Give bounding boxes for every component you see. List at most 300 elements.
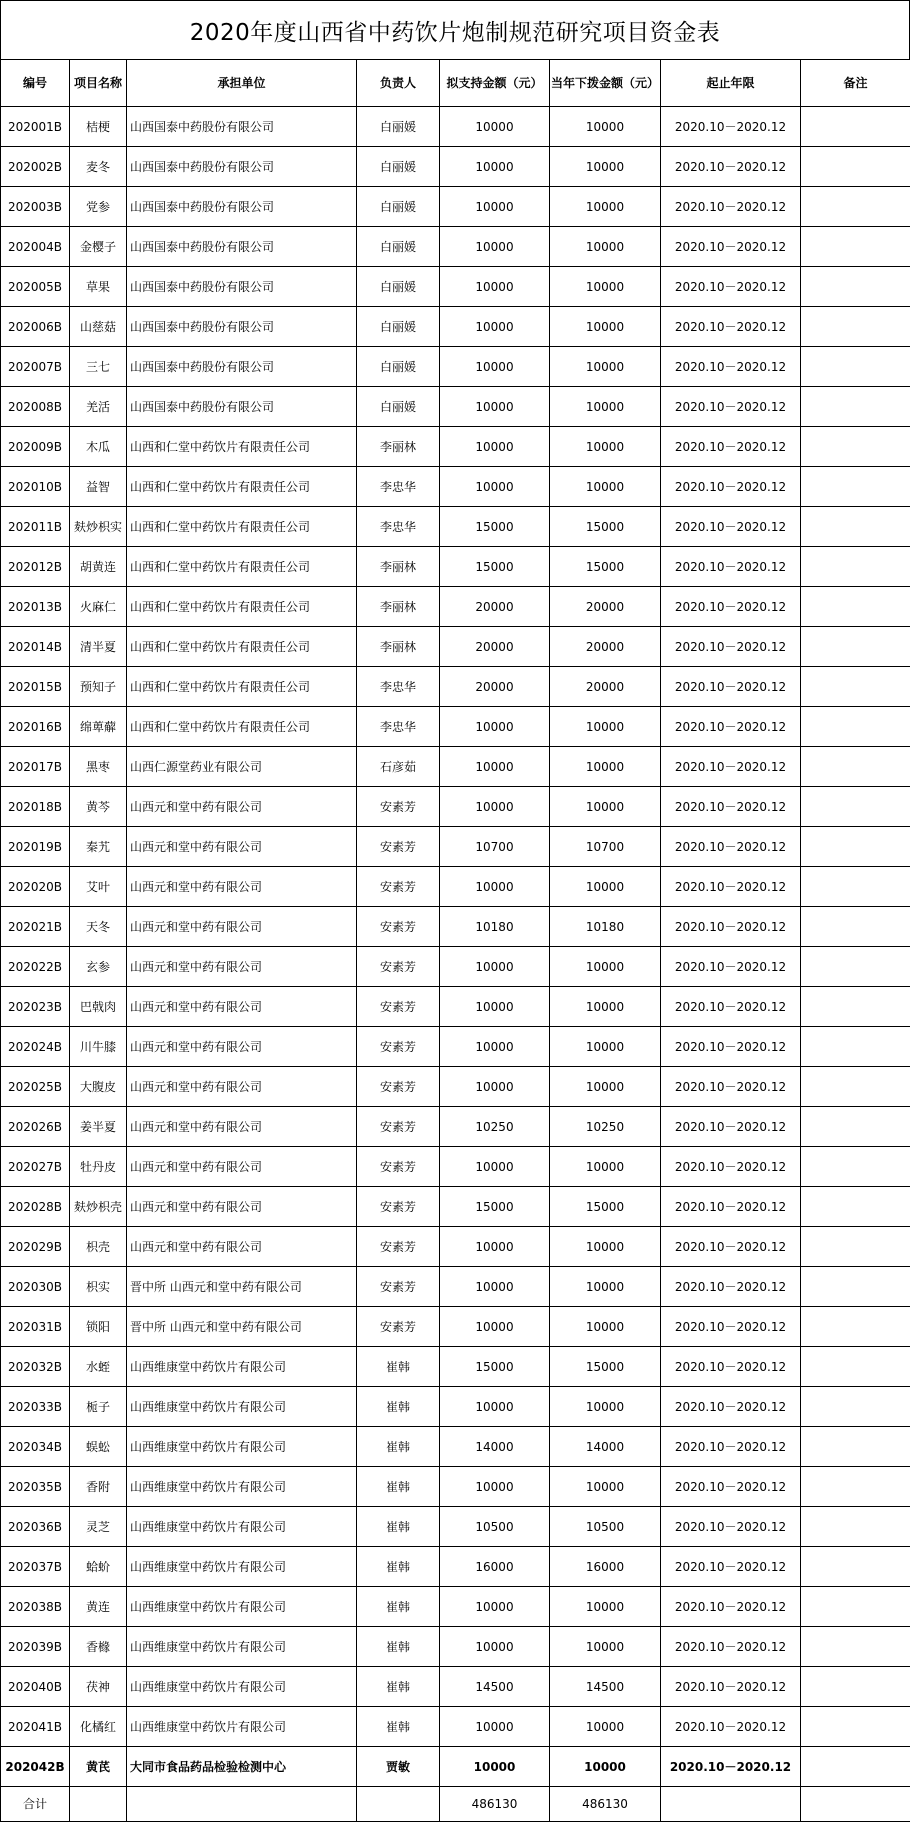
cell-unit: 山西国泰中药股份有限公司 [127,227,357,267]
cell-period: 2020.10－2020.12 [661,747,801,787]
cell-name: 胡黄连 [70,547,127,587]
header-note: 备注 [801,60,910,107]
cell-person: 石彦茹 [357,747,440,787]
cell-id: 202030B [1,1267,70,1307]
cell-allocated: 10500 [550,1507,661,1547]
cell-note [801,507,910,547]
cell-note [801,1307,910,1347]
cell-unit: 山西元和堂中药有限公司 [127,1227,357,1267]
cell-support: 10000 [440,787,550,827]
cell-support: 10000 [440,147,550,187]
cell-unit: 大同市食品药品检验检测中心 [127,1747,357,1787]
cell-id: 202013B [1,587,70,627]
cell-name: 灵芝 [70,1507,127,1547]
cell-id: 202034B [1,1427,70,1467]
cell-unit: 山西和仁堂中药饮片有限责任公司 [127,627,357,667]
cell-note [801,1347,910,1387]
total-person-empty [357,1787,440,1822]
cell-note [801,1387,910,1427]
cell-id: 202002B [1,147,70,187]
cell-name: 化橘红 [70,1707,127,1747]
cell-allocated: 10000 [550,1307,661,1347]
cell-period: 2020.10－2020.12 [661,907,801,947]
cell-allocated: 10000 [550,1387,661,1427]
cell-support: 10250 [440,1107,550,1147]
table-row [1,587,910,627]
cell-name: 党参 [70,187,127,227]
table-row [1,1387,910,1427]
cell-allocated: 14500 [550,1667,661,1707]
cell-name: 羌活 [70,387,127,427]
cell-name: 蛤蚧 [70,1547,127,1587]
cell-allocated: 10000 [550,987,661,1027]
table-row [1,547,910,587]
table-row [1,947,910,987]
cell-period: 2020.10－2020.12 [661,1027,801,1067]
cell-allocated: 10000 [550,267,661,307]
cell-allocated: 10000 [550,1467,661,1507]
table-row [1,1587,910,1627]
cell-id: 202025B [1,1067,70,1107]
cell-note [801,267,910,307]
cell-id: 202033B [1,1387,70,1427]
cell-person: 白丽媛 [357,307,440,347]
cell-allocated: 10180 [550,907,661,947]
cell-unit: 山西元和堂中药有限公司 [127,1107,357,1147]
cell-person: 安素芳 [357,1187,440,1227]
cell-allocated: 10000 [550,107,661,147]
cell-note [801,907,910,947]
cell-support: 10000 [440,427,550,467]
cell-unit: 山西国泰中药股份有限公司 [127,267,357,307]
cell-period: 2020.10－2020.12 [661,1747,801,1787]
table-title: 2020年度山西省中药饮片炮制规范研究项目资金表 [0,0,910,60]
cell-id: 202015B [1,667,70,707]
cell-name: 清半夏 [70,627,127,667]
table-row [1,107,910,147]
cell-id: 202035B [1,1467,70,1507]
table-row [1,387,910,427]
cell-allocated: 10000 [550,467,661,507]
cell-support: 15000 [440,1187,550,1227]
cell-name: 大腹皮 [70,1067,127,1107]
cell-note [801,947,910,987]
cell-id: 202021B [1,907,70,947]
cell-id: 202032B [1,1347,70,1387]
cell-support: 10000 [440,307,550,347]
total-allocated: 486130 [550,1787,661,1822]
cell-allocated: 10000 [550,187,661,227]
total-label: 合计 [1,1787,70,1822]
cell-note [801,1227,910,1267]
cell-person: 崔韩 [357,1347,440,1387]
cell-name: 麸炒枳壳 [70,1187,127,1227]
cell-id: 202003B [1,187,70,227]
cell-person: 安素芳 [357,1147,440,1187]
cell-period: 2020.10－2020.12 [661,867,801,907]
cell-period: 2020.10－2020.12 [661,1267,801,1307]
cell-unit: 山西元和堂中药有限公司 [127,827,357,867]
cell-allocated: 20000 [550,587,661,627]
cell-allocated: 10000 [550,1227,661,1267]
cell-id: 202028B [1,1187,70,1227]
cell-allocated: 10000 [550,1747,661,1787]
cell-allocated: 10000 [550,347,661,387]
cell-id: 202010B [1,467,70,507]
cell-name: 秦艽 [70,827,127,867]
cell-period: 2020.10－2020.12 [661,547,801,587]
cell-note [801,427,910,467]
cell-person: 李丽林 [357,427,440,467]
cell-id: 202012B [1,547,70,587]
cell-allocated: 10000 [550,707,661,747]
cell-person: 白丽媛 [357,267,440,307]
cell-unit: 山西国泰中药股份有限公司 [127,147,357,187]
cell-note [801,787,910,827]
cell-name: 水蛭 [70,1347,127,1387]
cell-person: 崔韩 [357,1627,440,1667]
cell-name: 火麻仁 [70,587,127,627]
cell-period: 2020.10－2020.12 [661,467,801,507]
cell-note [801,627,910,667]
cell-note [801,667,910,707]
cell-note [801,227,910,267]
cell-allocated: 10000 [550,1707,661,1747]
cell-support: 10000 [440,1747,550,1787]
cell-note [801,707,910,747]
cell-name: 枳壳 [70,1227,127,1267]
header-id: 编号 [1,60,70,107]
cell-unit: 山西维康堂中药饮片有限公司 [127,1467,357,1507]
cell-period: 2020.10－2020.12 [661,1587,801,1627]
cell-note [801,1027,910,1067]
cell-period: 2020.10－2020.12 [661,1387,801,1427]
cell-unit: 山西和仁堂中药饮片有限责任公司 [127,707,357,747]
cell-name: 预知子 [70,667,127,707]
cell-id: 202027B [1,1147,70,1187]
cell-name: 黄连 [70,1587,127,1627]
cell-unit: 山西国泰中药股份有限公司 [127,387,357,427]
cell-support: 10000 [440,347,550,387]
cell-note [801,1427,910,1467]
cell-unit: 山西和仁堂中药饮片有限责任公司 [127,547,357,587]
table-row [1,1227,910,1267]
cell-support: 10000 [440,707,550,747]
cell-allocated: 15000 [550,507,661,547]
cell-person: 李忠华 [357,507,440,547]
table-row [1,1107,910,1147]
cell-support: 10180 [440,907,550,947]
cell-allocated: 10000 [550,747,661,787]
cell-support: 10000 [440,867,550,907]
cell-allocated: 10000 [550,147,661,187]
cell-id: 202014B [1,627,70,667]
cell-person: 李忠华 [357,467,440,507]
cell-support: 10000 [440,187,550,227]
total-period-empty [661,1787,801,1822]
table-row [1,307,910,347]
cell-person: 安素芳 [357,1267,440,1307]
cell-allocated: 20000 [550,667,661,707]
table-row [1,707,910,747]
header-unit: 承担单位 [127,60,357,107]
cell-period: 2020.10－2020.12 [661,1547,801,1587]
cell-person: 安素芳 [357,827,440,867]
cell-name: 锁阳 [70,1307,127,1347]
cell-note [801,187,910,227]
cell-support: 10000 [440,267,550,307]
cell-name: 麦冬 [70,147,127,187]
cell-support: 15000 [440,1347,550,1387]
cell-note [801,347,910,387]
cell-allocated: 10250 [550,1107,661,1147]
table-row [1,1147,910,1187]
total-row [1,1787,910,1822]
cell-unit: 山西元和堂中药有限公司 [127,1187,357,1227]
cell-allocated: 14000 [550,1427,661,1467]
cell-period: 2020.10－2020.12 [661,787,801,827]
table-row [1,987,910,1027]
cell-note [801,1067,910,1107]
cell-note [801,307,910,347]
cell-person: 安素芳 [357,1027,440,1067]
cell-period: 2020.10－2020.12 [661,627,801,667]
cell-unit: 山西国泰中药股份有限公司 [127,107,357,147]
cell-unit: 山西元和堂中药有限公司 [127,1067,357,1107]
cell-name: 牡丹皮 [70,1147,127,1187]
table-row [1,227,910,267]
table-row [1,1707,910,1747]
cell-unit: 山西和仁堂中药饮片有限责任公司 [127,427,357,467]
cell-support: 20000 [440,627,550,667]
table-row [1,267,910,307]
cell-name: 三七 [70,347,127,387]
cell-unit: 山西维康堂中药饮片有限公司 [127,1347,357,1387]
cell-support: 10000 [440,387,550,427]
cell-unit: 晋中所 山西元和堂中药有限公司 [127,1267,357,1307]
total-name-empty [70,1787,127,1822]
cell-id: 202017B [1,747,70,787]
cell-person: 崔韩 [357,1507,440,1547]
cell-person: 安素芳 [357,907,440,947]
table-row [1,427,910,467]
cell-note [801,1627,910,1667]
cell-id: 202018B [1,787,70,827]
header-support: 拟支持金额（元） [440,60,550,107]
cell-person: 崔韩 [357,1587,440,1627]
cell-support: 10000 [440,987,550,1027]
cell-person: 崔韩 [357,1707,440,1747]
cell-id: 202005B [1,267,70,307]
cell-unit: 山西国泰中药股份有限公司 [127,307,357,347]
table-row [1,1547,910,1587]
cell-name: 枳实 [70,1267,127,1307]
table-row [1,1307,910,1347]
cell-support: 10000 [440,1267,550,1307]
table-row [1,667,910,707]
cell-support: 10000 [440,1027,550,1067]
cell-note [801,1107,910,1147]
cell-id: 202007B [1,347,70,387]
cell-id: 202024B [1,1027,70,1067]
cell-person: 白丽媛 [357,227,440,267]
cell-unit: 山西元和堂中药有限公司 [127,907,357,947]
cell-id: 202019B [1,827,70,867]
cell-note [801,1267,910,1307]
cell-name: 麸炒枳实 [70,507,127,547]
cell-period: 2020.10－2020.12 [661,827,801,867]
cell-note [801,147,910,187]
cell-note [801,1507,910,1547]
cell-id: 202023B [1,987,70,1027]
cell-period: 2020.10－2020.12 [661,1427,801,1467]
cell-person: 安素芳 [357,947,440,987]
cell-allocated: 10000 [550,227,661,267]
cell-name: 姜半夏 [70,1107,127,1147]
cell-name: 茯神 [70,1667,127,1707]
cell-id: 202031B [1,1307,70,1347]
cell-unit: 山西维康堂中药饮片有限公司 [127,1667,357,1707]
cell-allocated: 10000 [550,307,661,347]
cell-name: 黑枣 [70,747,127,787]
cell-person: 安素芳 [357,787,440,827]
cell-unit: 山西和仁堂中药饮片有限责任公司 [127,507,357,547]
cell-name: 木瓜 [70,427,127,467]
cell-period: 2020.10－2020.12 [661,507,801,547]
cell-note [801,1667,910,1707]
cell-id: 202039B [1,1627,70,1667]
header-period: 起止年限 [661,60,801,107]
cell-support: 10000 [440,1147,550,1187]
cell-note [801,1147,910,1187]
cell-support: 20000 [440,587,550,627]
cell-id: 202040B [1,1667,70,1707]
cell-person: 崔韩 [357,1387,440,1427]
cell-id: 202008B [1,387,70,427]
cell-support: 14000 [440,1427,550,1467]
cell-note [801,1187,910,1227]
cell-allocated: 10000 [550,1067,661,1107]
cell-note [801,547,910,587]
cell-note [801,867,910,907]
cell-allocated: 15000 [550,1187,661,1227]
cell-period: 2020.10－2020.12 [661,587,801,627]
cell-period: 2020.10－2020.12 [661,987,801,1027]
table-row [1,1267,910,1307]
cell-person: 安素芳 [357,1307,440,1347]
cell-unit: 山西维康堂中药饮片有限公司 [127,1507,357,1547]
cell-id: 202004B [1,227,70,267]
cell-support: 15000 [440,507,550,547]
cell-allocated: 10000 [550,1027,661,1067]
table-row [1,787,910,827]
cell-period: 2020.10－2020.12 [661,387,801,427]
cell-support: 10000 [440,1467,550,1507]
cell-id: 202022B [1,947,70,987]
cell-period: 2020.10－2020.12 [661,1507,801,1547]
cell-allocated: 10000 [550,387,661,427]
cell-support: 20000 [440,667,550,707]
cell-period: 2020.10－2020.12 [661,227,801,267]
table-row [1,467,910,507]
cell-name: 栀子 [70,1387,127,1427]
cell-person: 崔韩 [357,1667,440,1707]
cell-unit: 山西维康堂中药饮片有限公司 [127,1427,357,1467]
cell-name: 蜈蚣 [70,1427,127,1467]
cell-unit: 山西维康堂中药饮片有限公司 [127,1387,357,1427]
cell-allocated: 10000 [550,1627,661,1667]
cell-allocated: 16000 [550,1547,661,1587]
table-row [1,747,910,787]
cell-support: 10000 [440,1587,550,1627]
cell-name: 玄参 [70,947,127,987]
cell-period: 2020.10－2020.12 [661,1467,801,1507]
cell-unit: 晋中所 山西元和堂中药有限公司 [127,1307,357,1347]
cell-support: 10000 [440,467,550,507]
table-row [1,1467,910,1507]
table-row [1,1067,910,1107]
cell-period: 2020.10－2020.12 [661,667,801,707]
cell-id: 202038B [1,1587,70,1627]
cell-allocated: 10000 [550,867,661,907]
cell-id: 202036B [1,1507,70,1547]
cell-person: 李丽林 [357,627,440,667]
cell-period: 2020.10－2020.12 [661,1227,801,1267]
cell-note [801,467,910,507]
cell-unit: 山西元和堂中药有限公司 [127,787,357,827]
cell-id: 202001B [1,107,70,147]
table-row [1,1427,910,1467]
table-row [1,507,910,547]
cell-person: 李丽林 [357,547,440,587]
cell-period: 2020.10－2020.12 [661,267,801,307]
cell-unit: 山西国泰中药股份有限公司 [127,347,357,387]
cell-person: 白丽媛 [357,387,440,427]
cell-period: 2020.10－2020.12 [661,147,801,187]
cell-name: 艾叶 [70,867,127,907]
funding-table [0,59,910,1822]
cell-unit: 山西元和堂中药有限公司 [127,1027,357,1067]
cell-allocated: 10000 [550,1587,661,1627]
cell-person: 崔韩 [357,1427,440,1467]
cell-note [801,387,910,427]
cell-note [801,1707,910,1747]
cell-person: 白丽媛 [357,147,440,187]
cell-support: 10000 [440,1227,550,1267]
cell-unit: 山西和仁堂中药饮片有限责任公司 [127,467,357,507]
cell-unit: 山西维康堂中药饮片有限公司 [127,1707,357,1747]
cell-name: 桔梗 [70,107,127,147]
cell-name: 黄芩 [70,787,127,827]
cell-id: 202037B [1,1547,70,1587]
header-name: 项目名称 [70,60,127,107]
cell-note [801,987,910,1027]
cell-person: 安素芳 [357,867,440,907]
cell-unit: 山西元和堂中药有限公司 [127,867,357,907]
header-person: 负责人 [357,60,440,107]
cell-period: 2020.10－2020.12 [661,427,801,467]
cell-name: 山慈菇 [70,307,127,347]
cell-period: 2020.10－2020.12 [661,1067,801,1107]
header-allocated: 当年下拨金额（元） [550,60,661,107]
table-row [1,1667,910,1707]
cell-name: 草果 [70,267,127,307]
cell-unit: 山西和仁堂中药饮片有限责任公司 [127,587,357,627]
cell-period: 2020.10－2020.12 [661,707,801,747]
header-row [1,60,910,107]
cell-period: 2020.10－2020.12 [661,347,801,387]
table-row [1,1027,910,1067]
